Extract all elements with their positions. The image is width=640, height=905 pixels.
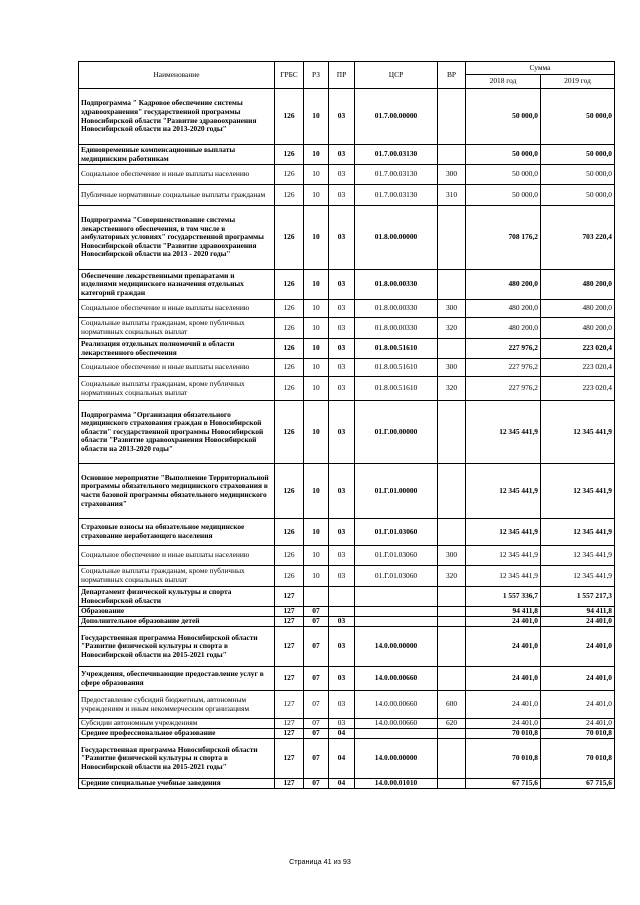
cell-pr: 03 [329, 359, 355, 377]
cell-grbs: 126 [275, 339, 304, 359]
cell-name: Учреждения, обеспечивающие предоставление услуг в сфере образования [79, 667, 275, 691]
table-row [79, 377, 615, 401]
cell-sum-2018: 1 557 336,7 [466, 587, 541, 607]
cell-csr: 01.7.00.03130 [355, 185, 438, 206]
cell-vr: 300 [438, 546, 466, 566]
cell-vr [438, 627, 466, 667]
cell-grbs: 127 [275, 719, 304, 729]
document-page [78, 61, 614, 789]
cell-csr: 01.7.00.00000 [355, 89, 438, 145]
cell-vr [438, 145, 466, 165]
cell-name: Департамент физической культуры и спорта Новосибирской области [79, 587, 275, 607]
cell-sum-2019: 50 000,0 [541, 145, 615, 165]
table-row [79, 607, 615, 617]
cell-name: Предоставление субсидий бюджетным, автономным учреждениям и иным некоммерческим организациям [79, 691, 275, 719]
cell-vr: 320 [438, 566, 466, 587]
cell-grbs: 127 [275, 779, 304, 789]
cell-sum-2019: 24 401,0 [541, 617, 615, 627]
cell-grbs: 126 [275, 401, 304, 464]
cell-name: Подпрограмма "Организация обязательного медицинского страхования граждан в Новосибирской области" государственной программы Новосибирской области "Развитие здравоохранения Новосибирской области на 2013-2020 годы" [79, 401, 275, 464]
cell-sum-2018: 12 345 441,9 [466, 519, 541, 546]
cell-grbs: 126 [275, 185, 304, 206]
cell-csr: 01.7.00.03130 [355, 145, 438, 165]
cell-vr: 600 [438, 691, 466, 719]
cell-name: Образование [79, 607, 275, 617]
cell-rz: 10 [304, 519, 329, 546]
cell-rz [304, 587, 329, 607]
cell-sum-2018: 70 010,8 [466, 729, 541, 739]
table-row [79, 401, 615, 464]
cell-rz: 10 [304, 270, 329, 300]
cell-rz: 07 [304, 719, 329, 729]
table-header [79, 62, 615, 89]
cell-rz: 10 [304, 359, 329, 377]
cell-csr: 01.Г.01.03060 [355, 519, 438, 546]
cell-csr: 01.8.00.51610 [355, 377, 438, 401]
cell-grbs: 126 [275, 165, 304, 185]
cell-sum-2019: 50 000,0 [541, 89, 615, 145]
cell-vr [438, 729, 466, 739]
cell-rz: 10 [304, 464, 329, 519]
cell-vr [438, 779, 466, 789]
cell-sum-2019: 480 200,0 [541, 300, 615, 318]
cell-csr: 01.Г.01.03060 [355, 566, 438, 587]
cell-csr: 01.8.00.00330 [355, 318, 438, 339]
cell-pr: 03 [329, 627, 355, 667]
table-row [79, 691, 615, 719]
cell-rz: 10 [304, 566, 329, 587]
cell-grbs: 126 [275, 519, 304, 546]
table-row [79, 339, 615, 359]
table-row [79, 359, 615, 377]
cell-pr: 03 [329, 165, 355, 185]
cell-grbs: 127 [275, 739, 304, 779]
cell-name: Социальное обеспечение и иные выплаты населению [79, 165, 275, 185]
cell-rz: 10 [304, 300, 329, 318]
cell-csr: 14.0.00.00660 [355, 719, 438, 729]
cell-vr [438, 739, 466, 779]
cell-csr [355, 729, 438, 739]
cell-sum-2018: 24 401,0 [466, 691, 541, 719]
cell-name: Основное мероприятие "Выполнение Территориальной программы обязательного медицинского страхования в части базовой программы обязательного медицинского страхования" [79, 464, 275, 519]
cell-sum-2019: 12 345 441,9 [541, 464, 615, 519]
cell-sum-2018: 480 200,0 [466, 318, 541, 339]
table-row [79, 546, 615, 566]
cell-csr: 01.8.00.00000 [355, 206, 438, 270]
cell-sum-2019: 12 345 441,9 [541, 546, 615, 566]
cell-sum-2019: 12 345 441,9 [541, 566, 615, 587]
cell-pr: 04 [329, 729, 355, 739]
cell-sum-2018: 12 345 441,9 [466, 401, 541, 464]
cell-pr: 03 [329, 617, 355, 627]
cell-name: Среднее профессиональное образование [79, 729, 275, 739]
cell-sum-2019: 70 010,8 [541, 739, 615, 779]
cell-sum-2019: 223 020,4 [541, 377, 615, 401]
table-row [79, 185, 615, 206]
cell-vr [438, 401, 466, 464]
cell-rz: 10 [304, 546, 329, 566]
cell-csr: 01.8.00.00330 [355, 270, 438, 300]
cell-sum-2019: 480 200,0 [541, 270, 615, 300]
cell-sum-2018: 50 000,0 [466, 89, 541, 145]
cell-pr: 03 [329, 464, 355, 519]
cell-rz: 07 [304, 617, 329, 627]
cell-pr: 03 [329, 185, 355, 206]
cell-name: Государственная программа Новосибирской области "Развитие физической культуры и спорта в Новосибирской области на 2015-2021 годы" [79, 627, 275, 667]
cell-sum-2019: 24 401,0 [541, 667, 615, 691]
cell-vr [438, 617, 466, 627]
header-year-2019: 2019 год [541, 75, 615, 89]
table-row [79, 89, 615, 145]
cell-csr: 01.8.00.00330 [355, 300, 438, 318]
cell-grbs: 126 [275, 270, 304, 300]
cell-pr: 03 [329, 719, 355, 729]
cell-name: Социальные выплаты гражданам, кроме публичных нормативных социальных выплат [79, 318, 275, 339]
table-row [79, 587, 615, 607]
cell-sum-2018: 12 345 441,9 [466, 546, 541, 566]
cell-name: Социальное обеспечение и иные выплаты населению [79, 359, 275, 377]
page-number: Страница 41 из 93 [289, 857, 351, 866]
cell-name: Социальные выплаты гражданам, кроме публичных нормативных социальных выплат [79, 566, 275, 587]
cell-grbs: 126 [275, 206, 304, 270]
cell-sum-2018: 24 401,0 [466, 667, 541, 691]
cell-vr: 310 [438, 185, 466, 206]
cell-rz: 10 [304, 165, 329, 185]
cell-pr: 03 [329, 546, 355, 566]
cell-sum-2018: 67 715,6 [466, 779, 541, 789]
cell-pr: 04 [329, 779, 355, 789]
cell-grbs: 126 [275, 464, 304, 519]
header-year-2018: 2018 год [466, 75, 541, 89]
cell-sum-2018: 24 401,0 [466, 617, 541, 627]
header-pr: ПР [329, 62, 355, 89]
cell-csr: 01.8.00.51610 [355, 359, 438, 377]
header-name: Наименование [79, 62, 275, 89]
header-grbs: ГРБС [275, 62, 304, 89]
cell-rz: 07 [304, 739, 329, 779]
cell-vr: 300 [438, 165, 466, 185]
cell-name: Социальное обеспечение и иные выплаты населению [79, 300, 275, 318]
cell-sum-2018: 708 176,2 [466, 206, 541, 270]
table-row [79, 729, 615, 739]
cell-rz: 10 [304, 185, 329, 206]
cell-rz: 10 [304, 206, 329, 270]
cell-name: Публичные нормативные социальные выплаты гражданам [79, 185, 275, 206]
cell-csr: 14.0.00.00000 [355, 627, 438, 667]
cell-name: Обеспечение лекарственными препаратами и изделиями медицинского назначения отдельных категорий граждан [79, 270, 275, 300]
cell-sum-2019: 24 401,0 [541, 691, 615, 719]
cell-vr: 300 [438, 359, 466, 377]
header-csr: ЦСР [355, 62, 438, 89]
cell-sum-2018: 70 010,8 [466, 739, 541, 779]
cell-grbs: 127 [275, 627, 304, 667]
table-row [79, 270, 615, 300]
cell-csr: 14.0.00.00000 [355, 739, 438, 779]
cell-pr: 03 [329, 377, 355, 401]
cell-vr [438, 607, 466, 617]
cell-pr: 03 [329, 691, 355, 719]
cell-sum-2019: 94 411,8 [541, 607, 615, 617]
table-row [79, 464, 615, 519]
cell-sum-2019: 1 557 217,3 [541, 587, 615, 607]
cell-grbs: 126 [275, 566, 304, 587]
cell-sum-2018: 480 200,0 [466, 270, 541, 300]
cell-name: Подпрограмма " Кадровое обеспечение системы здравоохранения" государственной программы Новосибирской области "Развитие здравоохранения Новосибирской области на 2013-2020 годы" [79, 89, 275, 145]
cell-vr [438, 464, 466, 519]
cell-vr [438, 89, 466, 145]
cell-sum-2019: 480 200,0 [541, 318, 615, 339]
cell-grbs: 126 [275, 359, 304, 377]
cell-pr: 03 [329, 566, 355, 587]
cell-sum-2018: 227 976,2 [466, 359, 541, 377]
cell-name: Государственная программа Новосибирской области "Развитие физической культуры и спорта в Новосибирской области на 2015-2021 годы" [79, 739, 275, 779]
table-row [79, 667, 615, 691]
cell-pr: 03 [329, 667, 355, 691]
header-rz: РЗ [304, 62, 329, 89]
cell-sum-2018: 24 401,0 [466, 719, 541, 729]
cell-csr [355, 587, 438, 607]
cell-name: Реализация отдельных полномочий в области лекарственного обеспечения [79, 339, 275, 359]
cell-vr [438, 667, 466, 691]
cell-name: Социальное обеспечение и иные выплаты населению [79, 546, 275, 566]
cell-rz: 10 [304, 339, 329, 359]
cell-pr: 03 [329, 519, 355, 546]
cell-sum-2018: 12 345 441,9 [466, 566, 541, 587]
cell-pr: 03 [329, 89, 355, 145]
table-row [79, 627, 615, 667]
cell-sum-2018: 50 000,0 [466, 165, 541, 185]
cell-pr [329, 587, 355, 607]
cell-rz: 10 [304, 401, 329, 464]
cell-sum-2019: 12 345 441,9 [541, 401, 615, 464]
cell-sum-2019: 223 020,4 [541, 339, 615, 359]
cell-name: Страховые взносы на обязательное медицинское страхование неработающего населения [79, 519, 275, 546]
table-row [79, 165, 615, 185]
cell-pr: 03 [329, 300, 355, 318]
cell-csr [355, 617, 438, 627]
cell-pr [329, 607, 355, 617]
table-row [79, 318, 615, 339]
cell-csr: 01.Г.01.00000 [355, 464, 438, 519]
cell-pr: 03 [329, 401, 355, 464]
cell-name: Социальные выплаты гражданам, кроме публичных нормативных социальных выплат [79, 377, 275, 401]
cell-csr: 01.8.00.51610 [355, 339, 438, 359]
cell-sum-2018: 227 976,2 [466, 339, 541, 359]
cell-csr [355, 607, 438, 617]
cell-sum-2019: 50 000,0 [541, 165, 615, 185]
cell-rz: 07 [304, 667, 329, 691]
cell-rz: 07 [304, 607, 329, 617]
cell-vr: 300 [438, 300, 466, 318]
cell-pr: 03 [329, 206, 355, 270]
table-body [79, 89, 615, 789]
cell-csr: 01.Г.01.03060 [355, 546, 438, 566]
cell-pr: 03 [329, 270, 355, 300]
cell-rz: 10 [304, 89, 329, 145]
cell-sum-2018: 227 976,2 [466, 377, 541, 401]
cell-vr [438, 206, 466, 270]
cell-grbs: 126 [275, 145, 304, 165]
cell-grbs: 127 [275, 691, 304, 719]
cell-rz: 10 [304, 145, 329, 165]
table-row [79, 519, 615, 546]
table-row [79, 566, 615, 587]
header-vr: ВР [438, 62, 466, 89]
budget-table [78, 61, 615, 789]
cell-grbs: 126 [275, 89, 304, 145]
cell-vr: 320 [438, 377, 466, 401]
cell-rz: 07 [304, 729, 329, 739]
cell-vr [438, 339, 466, 359]
cell-pr: 03 [329, 145, 355, 165]
table-row [79, 617, 615, 627]
cell-csr: 14.0.00.01010 [355, 779, 438, 789]
table-row [79, 779, 615, 789]
cell-vr [438, 587, 466, 607]
cell-pr: 03 [329, 339, 355, 359]
cell-vr [438, 270, 466, 300]
cell-rz: 07 [304, 627, 329, 667]
cell-grbs: 127 [275, 729, 304, 739]
cell-name: Средние специальные учебные заведения [79, 779, 275, 789]
cell-csr: 01.7.00.03130 [355, 165, 438, 185]
cell-sum-2019: 24 401,0 [541, 719, 615, 729]
cell-pr: 03 [329, 318, 355, 339]
cell-rz: 07 [304, 779, 329, 789]
cell-grbs: 126 [275, 377, 304, 401]
table-row [79, 145, 615, 165]
cell-rz: 07 [304, 691, 329, 719]
cell-rz: 10 [304, 377, 329, 401]
cell-name: Субсидии автономным учреждениям [79, 719, 275, 729]
cell-sum-2018: 94 411,8 [466, 607, 541, 617]
cell-sum-2018: 12 345 441,9 [466, 464, 541, 519]
cell-pr: 04 [329, 739, 355, 779]
cell-name: Подпрограмма "Совершенствование системы лекарственного обеспечения, в том числе в амбулаторных условиях" государственной программы Новосибирской области "Развитие здравоохранения Новосибирской области на 2013 - 2020 годы" [79, 206, 275, 270]
cell-name: Единовременные компенсационные выплаты медицинским работникам [79, 145, 275, 165]
cell-grbs: 127 [275, 617, 304, 627]
cell-sum-2019: 67 715,6 [541, 779, 615, 789]
cell-grbs: 126 [275, 546, 304, 566]
cell-vr: 620 [438, 719, 466, 729]
cell-sum-2019: 70 010,8 [541, 729, 615, 739]
cell-sum-2019: 50 000,0 [541, 185, 615, 206]
cell-grbs: 127 [275, 607, 304, 617]
header-sum: Сумма [466, 62, 615, 75]
cell-csr: 14.0.00.00660 [355, 691, 438, 719]
table-row [79, 739, 615, 779]
cell-sum-2018: 50 000,0 [466, 145, 541, 165]
table-row [79, 206, 615, 270]
cell-name: Дополнительное образование детей [79, 617, 275, 627]
cell-sum-2018: 24 401,0 [466, 627, 541, 667]
cell-rz: 10 [304, 318, 329, 339]
table-row [79, 719, 615, 729]
cell-grbs: 127 [275, 587, 304, 607]
cell-csr: 01.Г.00.00000 [355, 401, 438, 464]
cell-sum-2019: 12 345 441,9 [541, 519, 615, 546]
cell-grbs: 126 [275, 300, 304, 318]
cell-sum-2018: 480 200,0 [466, 300, 541, 318]
cell-vr: 320 [438, 318, 466, 339]
cell-sum-2019: 703 220,4 [541, 206, 615, 270]
cell-grbs: 126 [275, 318, 304, 339]
cell-sum-2018: 50 000,0 [466, 185, 541, 206]
table-row [79, 300, 615, 318]
cell-sum-2019: 24 401,0 [541, 627, 615, 667]
cell-vr [438, 519, 466, 546]
cell-csr: 14.0.00.00660 [355, 667, 438, 691]
cell-grbs: 127 [275, 667, 304, 691]
cell-sum-2019: 223 020,4 [541, 359, 615, 377]
